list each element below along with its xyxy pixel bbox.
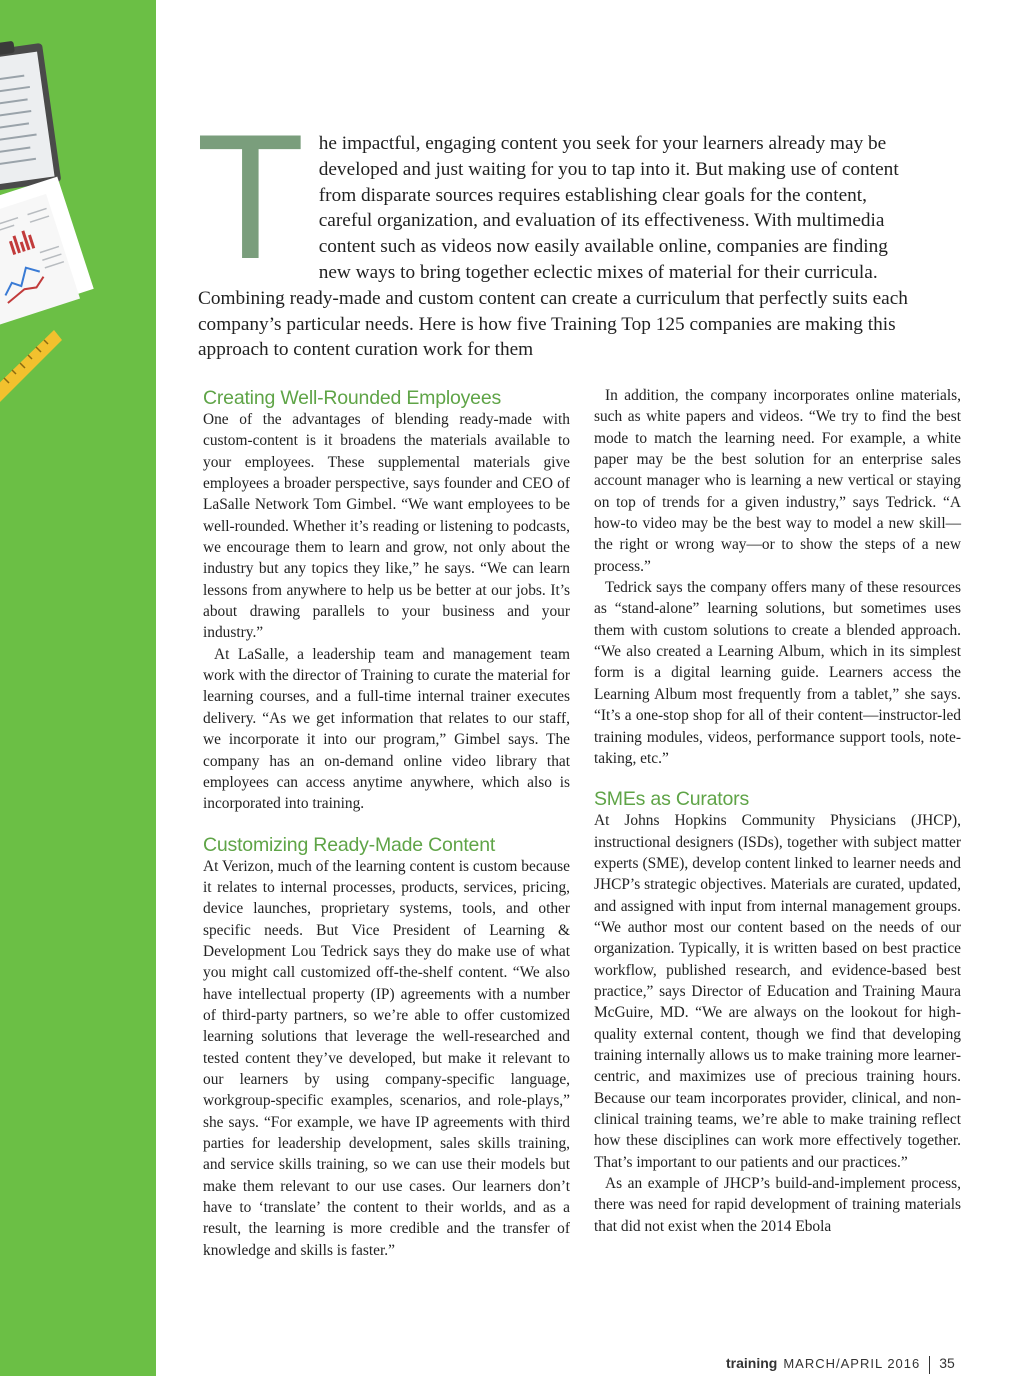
article-column-right — [594, 385, 961, 1237]
body-paragraph: In addition, the company incorporates online materials, such as white papers and videos. “We try to find the best mode to match the learning need. For example, a white paper may be the best solution for an enterprise sales account manager who is learning a new vertical or staying on top of trends for a given industry,” says Tedrick. “A how-to video may be the best way to model a new skill—the right or wrong way—or to show the steps of a new process.” — [594, 387, 961, 575]
body-paragraph: One of the advantages of blending ready-made with custom-content is it broadens the materials available to your employees. These supplemental materials give employees a broader perspective, says founder and CEO of LaSalle Network Tom Gimbel. “We want employees to be well-rounded. Whether it’s reading or listening to podcasts, we encourage them to learn and grow, not only about the industry but any topics they like,” he says. “We can learn lessons from anywhere to help us be better at our jobs. It’s about drawing parallels to your business and your industry.” — [203, 411, 570, 642]
body-paragraph: At Johns Hopkins Community Physicians (JHCP), instructional designers (ISDs), together with subject matter experts (SME), develop content linked to learner needs and JHCP’s strategic objectives. Materials are curated, updated, and assigned with input from internal management groups. “We author most our content based on the needs of our organization. Typically, it is written based on best practice workflow, published research, and evidence-based best practice,” says Director of Education and Training Maura McGuire, MD. “We are always on the lookout for high-quality external content, though we find that developing training internally allows us to make training more learner-centric, and maximizes use of precious training hours. Because our team incorporates provider, clinical, and non-clinical training teams, we’re able to make training reflect how these disciplines can work more effectively together. That’s important to our patients and our practices.” — [594, 812, 961, 1171]
report-document-icon — [0, 177, 95, 327]
drop-cap: T — [196, 97, 305, 296]
body-paragraph: As an example of JHCP’s build-and-implement process, there was need for rapid development of training materials that did not exist when the 2014 Ebola — [594, 1175, 961, 1235]
page-footer — [726, 1355, 955, 1374]
ruler-icon — [0, 330, 62, 404]
clipboard-icon — [0, 41, 61, 194]
issue-date: MARCH/APRIL 2016 — [783, 1356, 921, 1371]
intro-paragraph — [196, 97, 916, 363]
body-paragraph: At LaSalle, a leadership team and management team work with the director of Training to curate the material for learning courses, and a full-time internal trainer executes delivery. “As we get information that relates to our staff, we incorporate it into our program,” Gimbel says. The company has an on-demand online video library that employees can access anytime anywhere, which also is incorporated into training. — [203, 645, 570, 813]
page-number: 35 — [939, 1355, 955, 1371]
green-sidebar — [0, 0, 156, 1376]
intro-text: he impactful, engaging content you seek for your learners already may be developed and just waiting for you to tap into it. But making use of content from disparate sources requires establishing clear goals for the content, careful organization, and evaluation of its effectiveness. With multimedia content such as videos now easily available online, companies are finding new ways to bring together eclectic mixes of material for their curricula. Combining ready-made and custom content can create a curriculum that perfectly suits each company’s particular needs. Here is how five Training Top 125 companies are making this approach to content curation work for them — [198, 133, 908, 361]
article-column-left — [203, 385, 570, 1261]
section-heading-smes: SMEs as Curators — [594, 788, 750, 811]
section-heading-customizing: Customizing Ready-Made Content — [203, 833, 496, 856]
magazine-brand: training — [726, 1355, 778, 1371]
body-paragraph: At Verizon, much of the learning content is custom because it relates to internal processes, products, services, pricing, device launches, proprietary systems, tools, and other specific needs. But Vice President of Learning & Development Lou Tedrick says they do make use of what you might call customized off-the-shelf content. “We also have intellectual property (IP) agreements with a number of third-party partners, so we’re able to offer customized learning solutions that leverage the well-researched and tested content they’ve developed, but make it relevant to our learners by using company-specific language, workgroup-specific examples, scenarios, and role-plays,” she says. “For example, we have IP agreements with third parties for leadership development, sales skills training, and service skills training, so we can use their models but make them relevant to our use cases. Our learners don’t have to ‘translate’ the content to their worlds, and as a result, the learning is more credible and the transfer of knowledge and skills is faster.” — [203, 857, 570, 1259]
section-heading-well-rounded: Creating Well-Rounded Employees — [203, 387, 502, 409]
body-paragraph: Tedrick says the company offers many of these resources as “stand-alone” learning solutions, but sometimes uses them with custom solutions to create a blended approach. “We also created a Learning Album, which in its simplest form is a digital learning guide. Learners access the Learning Album most frequently from a tablet,” she says. “It’s a one-stop shop for all of their content—instructor-led training modules, videos, performance support tools, note-taking, etc.” — [594, 579, 961, 767]
footer-divider — [929, 1356, 930, 1374]
